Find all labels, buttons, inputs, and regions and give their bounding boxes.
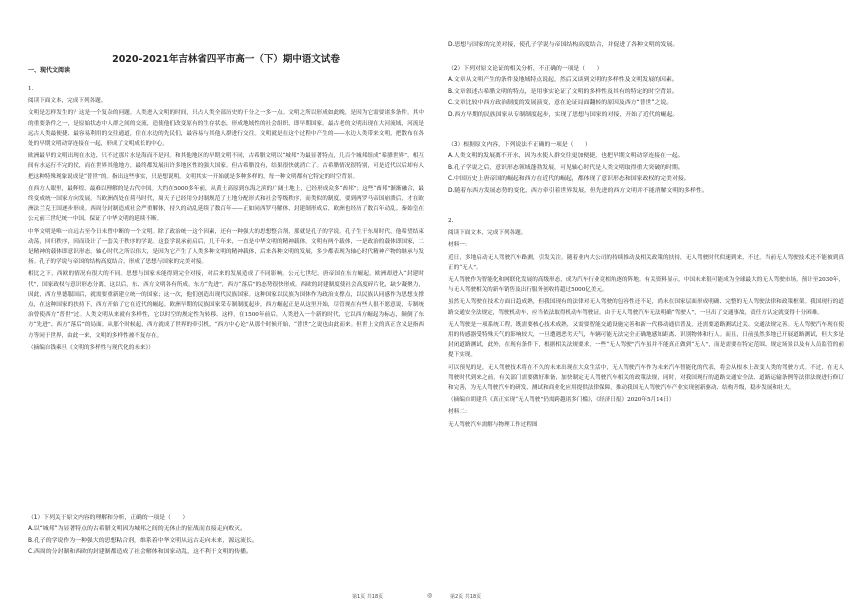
option-a: A.文章从文明产生的条件及地域特点说起，然后又谈到文明的多样性及文明发展的因素。: [448, 77, 678, 83]
reading-instruction: 阅读下面文本，完成下列各题。: [28, 98, 107, 105]
reading-instruction: 阅读下面文本，完成下列各题。: [448, 230, 527, 237]
passage-2: [448, 216, 844, 432]
page-number-left: 第1页 共18页: [352, 594, 384, 600]
question-number: 2.: [448, 218, 454, 224]
passage-paragraph: 近日，多地启动无人驾驶汽车路测，引发关注。随着业内大公司的持续推动及相关政策的扶持，无人驾驶时代似速到来，不过，当前无人驾驶技术还不能被到真正的“无人”。: [448, 254, 844, 271]
passage-paragraph: 在西方人眼里，最辉煌、最难以理解的是古代中国。大约在5000多年前，从黄土高原到东海之滨的广阔土地上，已经形成众多“酋邦”；这些“酋邦”渐渐融合，最终变成统一国家方向发展。当欧洲尚处在荷马时代，周天子已经用分封制规范了土地分配形式和社会等级秩序，而类似的制度，要到两罗马帝国崩溃后，才在欧洲法兰克王国逐步形成。西周分封制造成社会严重解体，持久的动乱延续了数百年——正如同西罗马解体，封建制形成后，欧洲也经历了数百年动乱。秦始皇在公元前三世纪统一中国，保证了中华文明的延续不断。: [28, 185, 424, 223]
option-b: B.文章叙述古希腊文明的特点，是用事实论证了文明的多样性及其有的特定的时空背景。: [448, 88, 678, 95]
option-c: C.西周的分封制和西欧的封建制都造成了社会解体和国家动乱，这不利于文明的传播。: [28, 549, 252, 555]
question-stem: （2）下列对原文论证的相关分析，不正确的一项是（ ）: [448, 66, 603, 72]
question-number: 1.: [28, 86, 34, 92]
option-b: B.孔子学说之后，意识形态领域蓬勃发展，可见轴心时代是人类文明取得重大突破的时期。: [448, 164, 684, 171]
question-stem: （3）根据原文内容，下列说法不正确的一项是（ ）: [448, 142, 591, 148]
passage-paragraph: 欧洲最早的文明出现在水边，只不过那片水是海而不是河。和其他地区的早期文明不同，古希腊文明以“城邦”为最显著特点，几百个城邦组成“希腊世界”，相互间有水运行不完的仗，而在世界其他地方，最终都发展出许多地区性的强大国家。但古希腊没有，结果很快就消亡了。古希腊情况很特别，可是近代以后却有人把这种特殊现象说成是“普世”的。指出这些事实，只是想说明，文明其实一开始就是多种多样的，每一种文明都有它特定的时空背景。: [28, 153, 424, 180]
option-c: C.文章比较中西方政治制度的发展演变，意在论证局面翻转的原因及西方“普世”之说。: [448, 100, 673, 106]
passage-paragraph: 无人驾驶作为智能化和网联化发展的高级形态，成为汽车行业竞相角逐的阵地。有关资料显示，中国未来很可能成为全球最大的无人驾驶市场，预计至2030年，与无人驾驶相关的新车销售及出行服务创收将超过5000亿美元。: [448, 277, 844, 294]
passage-paragraph: 虽然无人驾驶在技术方面日趋成熟，但我国现有的法律对无人驾驶的包容性还不足，尚未在国家层面形成明确、完整的无人驾驶法律和政策框架。我国现行的道路交通安全法规定，驾驶机动车，应当依法取得机动车驾驶证。由于无人驾驶汽车无法明确“驾驶人”，一旦出了交通事故，责任方认定就变得十分困难。: [448, 299, 844, 316]
option-a: A.以“城邦”为显著特点的古希腊文明因为城邦之间的无休止的征战而直接走向败灭。: [28, 526, 247, 532]
option-d: D.思想与国家的完美对接，使孔子学说与帝国结构高度结合，并促进了各种文明的发展。: [448, 42, 679, 48]
option-d: D.随着东西方发展态势的变化，西方牵引着世界发展，但先进的西方文明并不能消解文明的多样性。: [448, 187, 708, 194]
passage-paragraph: 可以预见的是，无人驾驶技术将在不久的未来出现在大众生活中，无人驾驶汽车作为未来汽车智能化的代表，将会从根本上改变人类的驾驶方式。不过，在无人驾驶时代到来之前，有关部门需要做好准备，加快制定无人驾驶汽车相关的政策法规，同时，对我国现行的道路交通安全法、道路运输条例等法律法规进行修订和完善，为无人驾驶汽车的研发、测试和商业化应用提供法律保障，推动我国无人驾驶汽车产业实现创新驱动、结构升级，稳步发展和壮大。: [448, 364, 844, 392]
page-separator-icon: ◎: [427, 592, 433, 599]
question-1-2: [448, 64, 844, 121]
page-number-right: 第2页 共18页: [450, 594, 482, 600]
option-b: B.孔子的学说作为一种强大的思想粘合剂，维系着中华文明从远古走向未来，源远流长。: [28, 537, 258, 544]
passage-paragraph: 文明是怎样发生的？这是一个复杂的问题。人类进入文明的时间，只占人类全部历史的千分之一多一点。文明之所以形成如此晚，是因为它需要诸多条件。其中的重要条件之一，是原始状态中人群之间的交流，造使他们改变原有的生存状态，形成地域性的社会组织，即早期国家。最古老的文明出现在大河流域，河流是远古人类最便捷、最容易利用的交往通道，住在水边的先民们，最容易与其他人群进行交往。文明就是在这个过程中产生的——水边人类带来文明，把散布在各处的早期文明动穿连接在一起，形成了文明成长的中心。: [28, 110, 424, 148]
section-heading: 一、现代文阅读: [28, 67, 71, 74]
passage-paragraph: 中华文明是唯一自远古至今日未曾中断的一个文明。除了政治统一这个因素，还有一种强大的思想整合剂，那就是孔子的学说。孔子生于东周时代，他希望结束动荡，回归秩序，因而设计了一套关于秩序的学说。这套学说承前启后，几千年来，一直是中华文明的精神载体。文明有两个载体，一是政治的载体即国家，二是精神的载体即意识形态。轴心时代之所以伟大，是因为它产生了人类多种文明的精神载体，后来各种文明的发展，多少都表现为轴心时代精神产物的继承与发扬。孔子的学说与帝国的结构高度结合，形成了思想与国家的完美对接。: [28, 228, 424, 266]
question-1-1: [28, 513, 424, 559]
material-label: 材料一：: [448, 242, 471, 249]
passage-paragraph: 无人驾驶是一项系统工程，既需要核心技术成熟，又需要智能交通设施完善和新一代移动通信普及，还需要道路测试过关、交通法规完善。无人驾驶汽车现在使用的传感器受特殊天气的影响较大，一旦遭遇恶劣天气，车辆可能无法完全正确地感知距离、识别物体和行人。而且，日前虽然多地已开展道路测试，但大多是封闭道路测试，此外，在现有条件下，根据相关法规要求，一些“无人驾驶”汽车虽并不能真正做到“无人”，而是需要在特定范围、规定场景以及有人员监管的前提下实现。: [448, 321, 844, 359]
passage-source: （摘编自胡建兵《真正实现“无人驾驶”仍需跨越诸多门槛》，《经济日报》2020年5月14日）: [448, 397, 675, 404]
exam-title: 2020-2021年吉林省四平市高一（下）期中语文试卷: [112, 54, 340, 65]
passage-source: （摘编自钱乘旦《文明的多样性与现代化的未来》）: [28, 344, 154, 351]
option-c: C.中国历史上唐帝国的崛起和西方在近代的崛起，都体现了意识形态和国家政权的完美对接。: [448, 176, 690, 182]
option-a: A.人类文明的发展离不开水，因为水使人群交往更加便捷，也把早期文明动穿连接在一起。: [448, 153, 684, 159]
passage-1: [28, 84, 424, 355]
question-stem: （1）下列关于原文内容的理解和分析，正确的一项是（ ）: [28, 515, 189, 521]
question-1-3: [448, 140, 844, 197]
material-label: 材料二：: [448, 409, 471, 416]
passage-paragraph: 相比之下，西欧的情况有很大的不同。思想与国家未能得到完全对接，对后来的发展造成了不同影响。公元七世纪，唐帝国在东方崛起，欧洲却进入“封建时代”，国家政权与意识形态分离。这以后，东、西方文明各有所成。东方“先进”，西方“落后”的态势很快形成。西欧的封建制度使社会高度碎片化，缺少凝聚力，因此，西方里德服国后，就需要重新建立统一的国家；这一次，他们创造出现代民族国家。这种国家以民族为国体作为政治支撑点，以民族认同感作为思想支撑点，在这种国家的扶持下，西方开始了它在近代的崛起。欧洲早期的民族国家采专制制度起步，西方崛起正是从这里开始，尽管现在有些人很不愿意说，专制统治曾使西方“普世”过。人类文明从来就有多样性，它以时空的规定性为转移。这样，在1500年前后，人类进入一个新的时代，它以西方崛起为标志，颠倒了东方“先进”、西方“落后”的局面。从那个时候起，西方就成了世界的牵引机，“西方中心论”从那个时候开始，“普世”之说也由此而来。但世上文的真正含义是指西方等同于世界，由此一来，文明的多样性被不复存在。: [28, 271, 424, 339]
question-1-1-continued: [448, 40, 844, 52]
figure-caption: 无人驾驶汽车需解与物理工作过程图: [448, 421, 538, 428]
option-d: D.西方早期的民族国家从专制制度起步，实现了思想与国家的对接，开始了近代的崛起。: [448, 111, 679, 118]
